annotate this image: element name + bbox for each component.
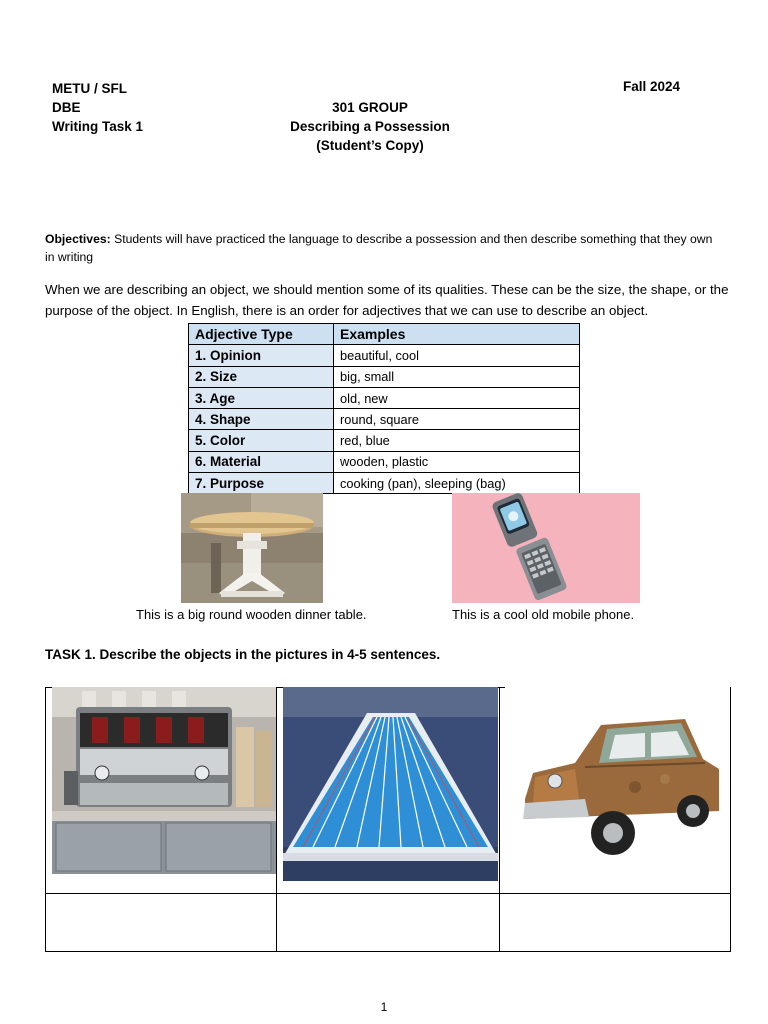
table-row [189,430,580,451]
grid-bottom-border [45,951,731,952]
adjective-type-cell: 6. Material [189,451,334,472]
grid-divider-2 [499,687,500,952]
header-center [270,98,470,155]
table-header-examples: Examples [334,324,580,345]
table-header-type: Adjective Type [189,324,334,345]
table-row [189,366,580,387]
task-heading: TASK 1. Describe the objects in the pictures in 4-5 sentences. [45,647,441,662]
table-caption: This is a big round wooden dinner table. [136,607,367,622]
mobile-phone-image [452,493,640,603]
grid-border-left [45,687,46,952]
header-group: 301 GROUP [332,100,408,115]
grid-middle-border [45,893,731,894]
adjective-type-cell: 4. Shape [189,409,334,430]
header-task: Writing Task 1 [52,119,144,134]
adjective-examples-cell: red, blue [334,430,580,451]
adjective-examples-cell: old, new [334,387,580,408]
rusty-car-image [515,707,725,867]
table-row [189,451,580,472]
grid-border-right [730,687,731,952]
adjective-type-cell: 3. Age [189,387,334,408]
objectives-paragraph [45,230,725,266]
header-left [52,79,143,136]
header-title: Describing a Possession [290,119,450,134]
wooden-table-image [181,493,323,603]
adjective-type-cell: 7. Purpose [189,473,334,494]
phone-caption: This is a cool old mobile phone. [452,607,635,622]
table-row [189,345,580,366]
espresso-machine-image [52,687,276,874]
table-row [189,387,580,408]
adjective-examples-cell: round, square [334,409,580,430]
objectives-label: Objectives: [45,232,111,246]
objectives-text: Students will have practiced the language to describe a possession and then describe something that they own in writing [45,232,713,264]
grid-divider-1 [276,687,277,952]
adjective-examples-cell: cooking (pan), sleeping (bag) [334,473,580,494]
swimming-pool-image [283,687,498,881]
header-org: METU / SFL [52,81,127,96]
adjective-type-cell: 1. Opinion [189,345,334,366]
adjective-type-cell: 5. Color [189,430,334,451]
adjective-examples-cell: beautiful, cool [334,345,580,366]
table-row [189,473,580,494]
task-grid [45,687,731,952]
adjective-examples-cell: wooden, plastic [334,451,580,472]
table-row [189,409,580,430]
adjective-order-table [188,323,580,494]
adjective-examples-cell: big, small [334,366,580,387]
header-term: Fall 2024 [623,79,681,94]
header-dept: DBE [52,100,81,115]
intro-paragraph: When we are describing an object, we should mention some of its qualities. These can be the size, the shape, or the purpose of the object. In English, there is an order for adjectives that we can use to describe an object. [45,282,729,318]
page-number: 1 [380,1000,388,1014]
adjective-type-cell: 2. Size [189,366,334,387]
table-header-row [189,324,580,345]
header-copy: (Student’s Copy) [316,138,424,153]
